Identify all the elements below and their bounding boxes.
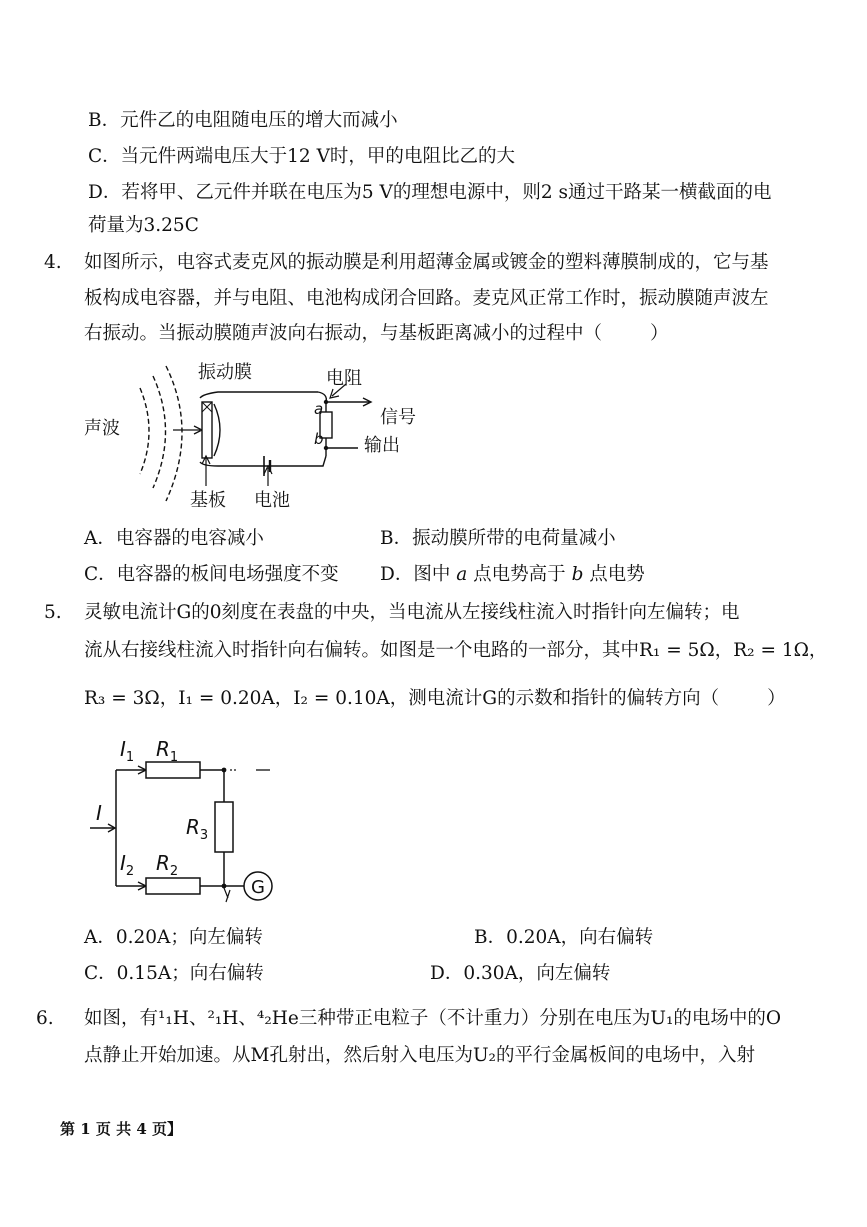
q6-number: 6. (36, 1008, 54, 1029)
q4-number: 4. (44, 252, 62, 273)
label-R3-sub: 3 (199, 828, 209, 843)
q5-option-a: A．0.20A；向左偏转 (84, 927, 263, 948)
label-film: 振动膜 (198, 362, 252, 383)
q5-number: 5. (44, 602, 62, 623)
q4-option-d-prefix: D．图中 (380, 564, 451, 585)
resistor-R3 (215, 802, 233, 852)
q3-option-c: C．当元件两端电压大于12 V时，甲的电阻比乙的大 (88, 146, 515, 167)
label-I2-main: I (120, 851, 126, 875)
q4-option-d-suffix: 点电势 (589, 564, 645, 585)
q3-option-b: B．元件乙的电阻随电压的增大而减小 (88, 110, 398, 131)
q4-option-d (380, 564, 645, 586)
label-I2-sub: 2 (125, 864, 135, 879)
q4-stem-line1: 如图所示，电容式麦克风的振动膜是利用超薄金属或镀金的塑料薄膜制成的，它与基 (84, 252, 769, 273)
label-output: 输出 (364, 435, 400, 456)
label-R2-sub: 2 (169, 864, 179, 879)
q4-stem-line2: 板构成电容器，并与电阻、电池构成闭合回路。麦克风正常工作时，振动膜随声波左 (84, 288, 769, 309)
q6-stem-line1: 如图，有¹₁H、²₁H、⁴₂He三种带正电粒子（不计重力）分别在电压为U₁的电场中的O (84, 1008, 782, 1029)
circuit-top-wire (200, 392, 318, 398)
label-I2 (120, 851, 134, 879)
label-I: I (96, 801, 102, 825)
label-G: G (251, 877, 265, 898)
sound-waves (140, 366, 182, 501)
back-plate (214, 404, 220, 456)
page-footer: 第 1 页 共 4 页】 (60, 1120, 182, 1138)
label-R1-sub: 1 (169, 750, 179, 765)
q4-stem-close: ） (650, 323, 669, 344)
q3-option-d-line2: 荷量为3.25C (88, 215, 199, 236)
label-b: b (314, 430, 324, 448)
label-R1-main: R (156, 737, 170, 761)
label-a: a (314, 400, 324, 418)
q5-stem-line3 (84, 688, 786, 710)
label-I1-sub: 1 (125, 750, 135, 765)
q5-stem-close: ） (767, 688, 786, 709)
circuit-figure (84, 730, 304, 910)
q4-option-a: A．电容器的电容减小 (84, 528, 264, 549)
label-plate: 基板 (190, 490, 226, 511)
label-R3 (186, 815, 208, 843)
q5-option-c: C．0.15A；向右偏转 (84, 963, 264, 984)
q5-stem-line2: 流从右接线柱流入时指针向右偏转。如图是一个电路的一部分，其中R₁ = 5Ω，R₂ = 1Ω， (84, 640, 828, 661)
q4-stem-line3 (84, 323, 669, 345)
q5-option-d: D．0.30A，向左偏转 (430, 963, 611, 984)
q3-option-d-line1: D．若将甲、乙元件并联在电压为5 V的理想电源中，则2 s通过干路某一横截面的电 (88, 182, 772, 203)
q4-option-d-mid: 点电势高于 (473, 564, 566, 585)
q5-stem-line1: 灵敏电流计G的0刻度在表盘的中央，当电流从左接线柱流入时指针向左偏转；电 (84, 602, 740, 623)
q4-option-b: B．振动膜所带的电荷量减小 (380, 528, 616, 549)
label-signal: 信号 (380, 407, 416, 428)
q5-option-b: B．0.20A，向右偏转 (474, 927, 654, 948)
label-R1 (156, 737, 178, 765)
microphone-figure (78, 356, 418, 516)
label-I1-main: I (120, 737, 126, 761)
q5-stem-text: R₃ = 3Ω，I₁ = 0.20A，I₂ = 0.10A，测电流计G的示数和指针的偏转方向（ (84, 688, 720, 709)
label-R2 (156, 851, 178, 879)
label-battery: 电池 (254, 490, 290, 511)
q4-option-d-point-a: a (456, 564, 468, 585)
label-sound: 声波 (84, 418, 120, 439)
q4-stem-text: 右振动。当振动膜随声波向右振动，与基板距离减小的过程中（ (84, 323, 603, 344)
label-resistor: 电阻 (326, 368, 362, 389)
q4-option-d-point-b: b (571, 564, 584, 585)
q6-stem-line2: 点静止开始加速。从M孔射出，然后射入电压为U₂的平行金属板间的电场中，入射 (84, 1045, 755, 1066)
q4-option-c: C．电容器的板间电场强度不变 (84, 564, 339, 585)
resistor-R2 (146, 878, 200, 894)
label-R3-main: R (186, 815, 200, 839)
label-I1 (120, 737, 134, 765)
circuit-bottom-wire (200, 456, 326, 466)
label-R2-main: R (156, 851, 170, 875)
